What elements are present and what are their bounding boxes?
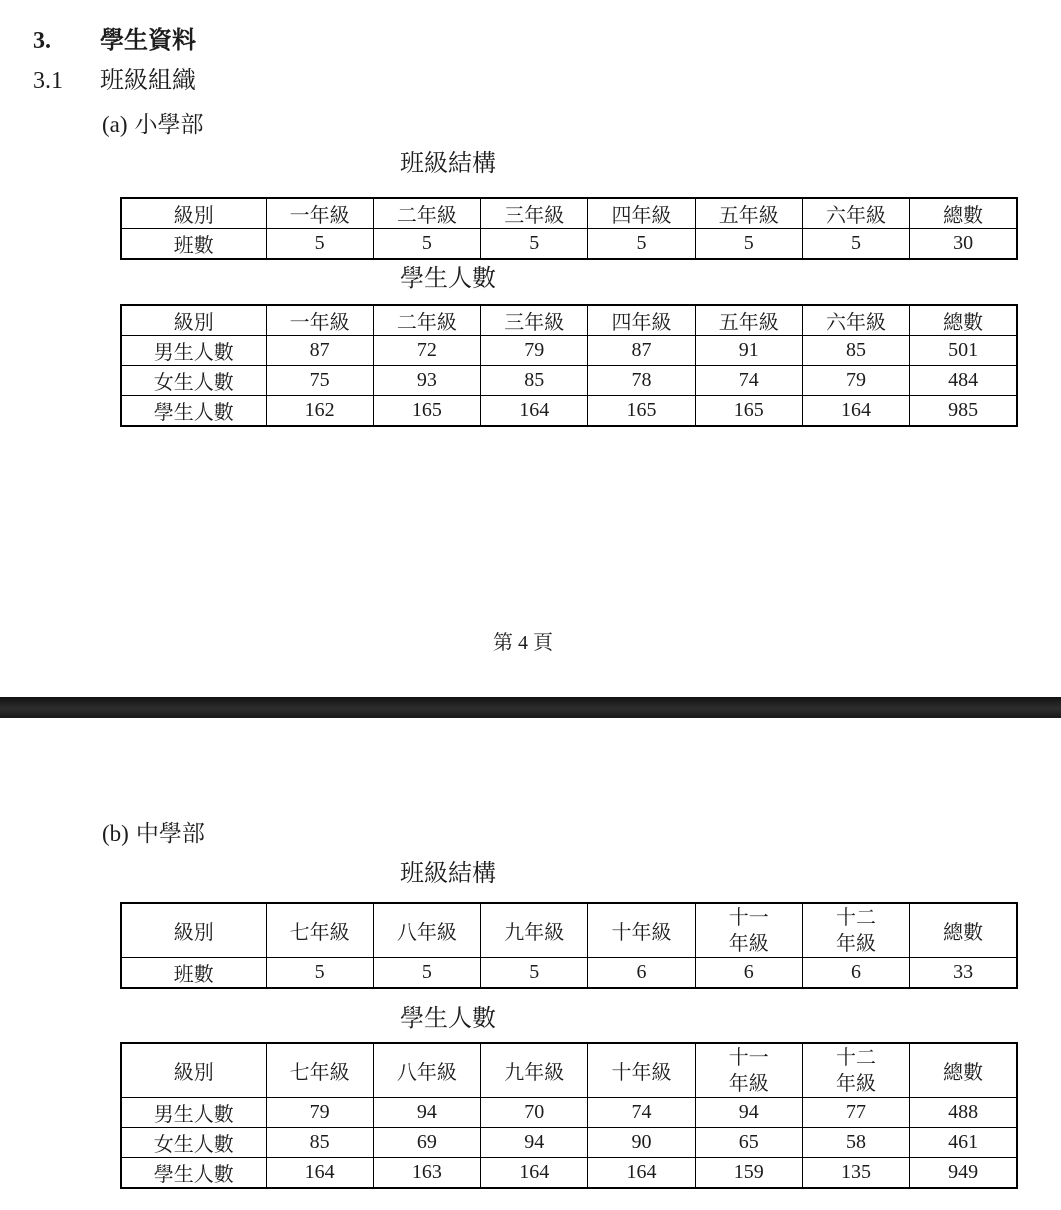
- table-row: [121, 336, 1017, 366]
- table-row: [121, 366, 1017, 396]
- value-cell: 93: [373, 366, 480, 396]
- header-cell: 五年級: [695, 305, 802, 336]
- part-a-title: 小學部: [134, 112, 204, 137]
- header-cell: 三年級: [481, 305, 588, 336]
- header-cell: 四年級: [588, 198, 695, 229]
- header-cell: 十年級: [588, 903, 695, 958]
- header-cell: 級別: [121, 1043, 266, 1098]
- part-b-title: 中學部: [135, 821, 205, 846]
- row-label-cell: 男生人數: [121, 336, 266, 366]
- value-cell: 74: [695, 366, 802, 396]
- header-cell: 級別: [121, 903, 266, 958]
- subsection-heading: [33, 68, 196, 96]
- value-cell: 33: [910, 958, 1017, 989]
- row-label-cell: 班數: [121, 958, 266, 989]
- value-cell: 91: [695, 336, 802, 366]
- header-cell: 三年級: [481, 198, 588, 229]
- value-cell: 165: [695, 396, 802, 427]
- value-cell: 5: [266, 229, 373, 260]
- table-header-row: [121, 903, 1017, 958]
- header-cell: 二年級: [373, 305, 480, 336]
- value-cell: 164: [481, 1158, 588, 1189]
- section-number: 3.: [33, 28, 51, 54]
- value-cell: 484: [910, 366, 1017, 396]
- row-label-cell: 女生人數: [121, 366, 266, 396]
- table-header-row: [121, 198, 1017, 229]
- value-cell: 79: [266, 1098, 373, 1128]
- value-cell: 162: [266, 396, 373, 427]
- subsection-number: 3.1: [33, 68, 63, 94]
- header-cell: 總數: [910, 1043, 1017, 1098]
- header-cell: 六年級: [802, 198, 909, 229]
- value-cell: 6: [695, 958, 802, 989]
- table-row: [121, 229, 1017, 260]
- header-cell-text: 十二年級: [836, 1046, 877, 1095]
- value-cell: 87: [588, 336, 695, 366]
- header-cell-text: 十一年級: [728, 906, 769, 955]
- header-cell: [695, 903, 802, 958]
- value-cell: 164: [588, 1158, 695, 1189]
- header-cell: [802, 903, 909, 958]
- value-cell: 72: [373, 336, 480, 366]
- row-label-cell: 學生人數: [121, 396, 266, 427]
- table-header-row: [121, 1043, 1017, 1098]
- value-cell: 164: [266, 1158, 373, 1189]
- header-cell: 七年級: [266, 903, 373, 958]
- secondary-class-structure-table: [120, 902, 1018, 989]
- table-row: [121, 1158, 1017, 1189]
- value-cell: 163: [373, 1158, 480, 1189]
- value-cell: 87: [266, 336, 373, 366]
- value-cell: 65: [695, 1128, 802, 1158]
- header-cell: 六年級: [802, 305, 909, 336]
- value-cell: 94: [481, 1128, 588, 1158]
- value-cell: 77: [802, 1098, 909, 1128]
- header-cell: 九年級: [481, 903, 588, 958]
- header-cell: 級別: [121, 198, 266, 229]
- value-cell: 79: [802, 366, 909, 396]
- value-cell: 85: [266, 1128, 373, 1158]
- value-cell: 985: [910, 396, 1017, 427]
- part-a-label: (a): [102, 112, 128, 137]
- value-cell: 159: [695, 1158, 802, 1189]
- value-cell: 949: [910, 1158, 1017, 1189]
- value-cell: 5: [373, 229, 480, 260]
- value-cell: 5: [588, 229, 695, 260]
- header-cell: 總數: [910, 305, 1017, 336]
- header-cell-text: 十一年級: [728, 1046, 769, 1095]
- secondary-student-numbers-table: [120, 1042, 1018, 1189]
- value-cell: 461: [910, 1128, 1017, 1158]
- value-cell: 5: [266, 958, 373, 989]
- value-cell: 5: [481, 958, 588, 989]
- header-cell: 八年級: [373, 903, 480, 958]
- header-cell: 十年級: [588, 1043, 695, 1098]
- page-number-footer: 第 4 頁: [493, 632, 553, 654]
- header-cell: [695, 1043, 802, 1098]
- table-header-row: [121, 305, 1017, 336]
- header-cell: 一年級: [266, 305, 373, 336]
- row-label-cell: 學生人數: [121, 1158, 266, 1189]
- value-cell: 58: [802, 1128, 909, 1158]
- part-a-heading: [102, 112, 204, 138]
- value-cell: 164: [802, 396, 909, 427]
- row-label-cell: 女生人數: [121, 1128, 266, 1158]
- value-cell: 85: [802, 336, 909, 366]
- row-label-cell: 班數: [121, 229, 266, 260]
- primary-student-numbers-table: [120, 304, 1018, 427]
- section-title: 學生資料: [100, 28, 196, 54]
- header-cell: 總數: [910, 903, 1017, 958]
- part-b-label: (b): [102, 821, 129, 846]
- page-separator-bar: [0, 697, 1061, 718]
- value-cell: 164: [481, 396, 588, 427]
- value-cell: 5: [802, 229, 909, 260]
- value-cell: 165: [588, 396, 695, 427]
- value-cell: 165: [373, 396, 480, 427]
- value-cell: 85: [481, 366, 588, 396]
- primary-class-structure-table: [120, 197, 1018, 260]
- subsection-title: 班級組織: [100, 68, 196, 94]
- value-cell: 69: [373, 1128, 480, 1158]
- value-cell: 79: [481, 336, 588, 366]
- value-cell: 70: [481, 1098, 588, 1128]
- value-cell: 6: [588, 958, 695, 989]
- value-cell: 5: [481, 229, 588, 260]
- table-row: [121, 396, 1017, 427]
- header-cell: 四年級: [588, 305, 695, 336]
- table-row: [121, 1128, 1017, 1158]
- value-cell: 74: [588, 1098, 695, 1128]
- header-cell: 八年級: [373, 1043, 480, 1098]
- header-cell: [802, 1043, 909, 1098]
- secondary-class-structure-title: 班級結構: [400, 861, 496, 887]
- value-cell: 5: [373, 958, 480, 989]
- header-cell-text: 十二年級: [836, 906, 877, 955]
- header-cell: 二年級: [373, 198, 480, 229]
- secondary-student-numbers-title: 學生人數: [400, 1006, 496, 1032]
- value-cell: 488: [910, 1098, 1017, 1128]
- value-cell: 90: [588, 1128, 695, 1158]
- row-label-cell: 男生人數: [121, 1098, 266, 1128]
- header-cell: 五年級: [695, 198, 802, 229]
- value-cell: 6: [802, 958, 909, 989]
- value-cell: 75: [266, 366, 373, 396]
- part-b-heading: [102, 821, 205, 847]
- primary-student-numbers-title: 學生人數: [400, 266, 496, 292]
- table-row: [121, 1098, 1017, 1128]
- value-cell: 78: [588, 366, 695, 396]
- header-cell: 總數: [910, 198, 1017, 229]
- section-heading: [33, 28, 196, 56]
- value-cell: 30: [910, 229, 1017, 260]
- header-cell: 七年級: [266, 1043, 373, 1098]
- value-cell: 94: [695, 1098, 802, 1128]
- table-row: [121, 958, 1017, 989]
- value-cell: 94: [373, 1098, 480, 1128]
- header-cell: 九年級: [481, 1043, 588, 1098]
- value-cell: 135: [802, 1158, 909, 1189]
- primary-class-structure-title: 班級結構: [400, 151, 496, 177]
- value-cell: 501: [910, 336, 1017, 366]
- value-cell: 5: [695, 229, 802, 260]
- header-cell: 級別: [121, 305, 266, 336]
- header-cell: 一年級: [266, 198, 373, 229]
